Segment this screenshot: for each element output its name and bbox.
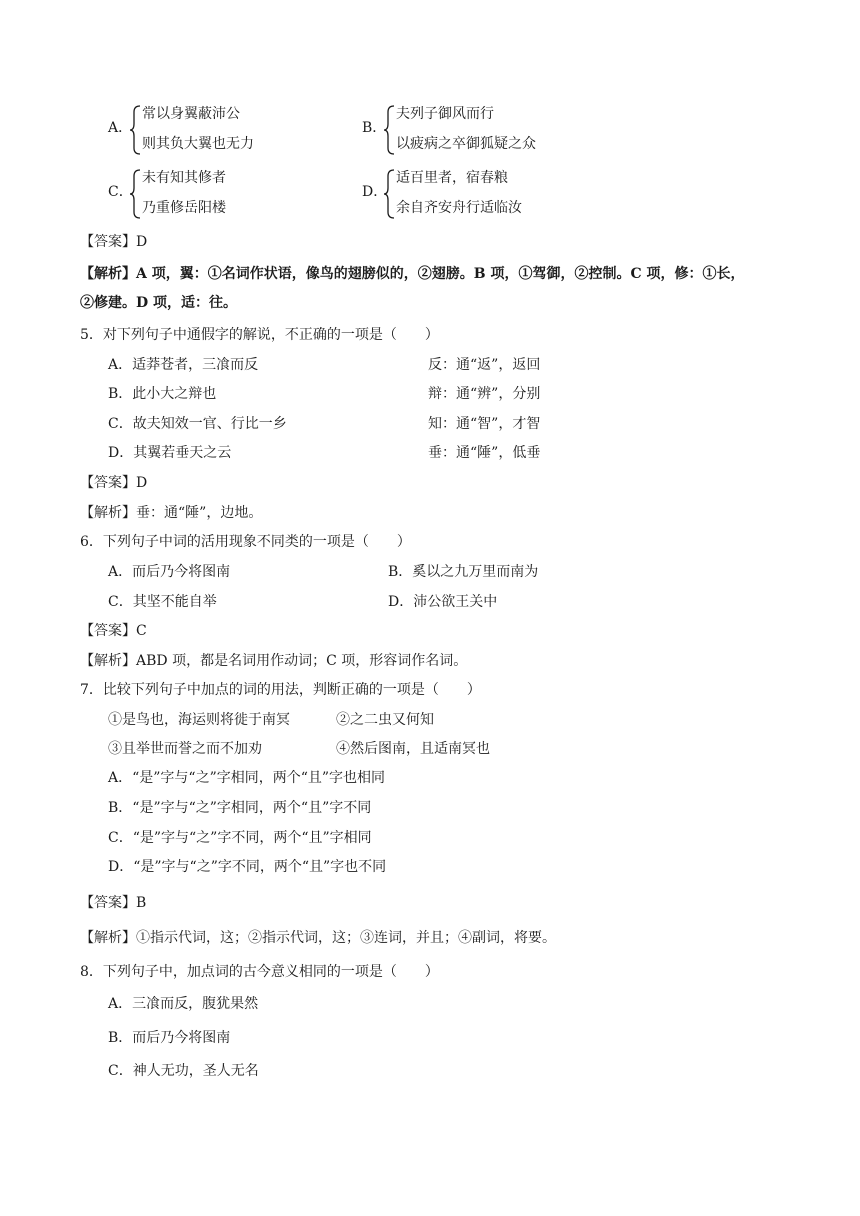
option-letter: B．	[362, 120, 387, 136]
q5-option-c: C．故夫知效一官、行比一乡	[108, 416, 287, 432]
q4-analysis-line-1: 【解析】A 项，翼：①名词作状语，像鸟的翅膀似的，②翅膀。B 项，①驾御，②控制。C 项，修：①长，	[80, 266, 745, 282]
q7-option-b: B．“是”字与“之”字相同，两个“且”字不同	[108, 800, 372, 816]
option-line-2: 余自齐安舟行适临汝	[396, 200, 522, 216]
option-line-1: 未有知其修者	[142, 170, 226, 186]
q6-option-b: B．奚以之九万里而南为	[388, 564, 539, 580]
q6-option-a: A．而后乃今将图南	[108, 564, 231, 580]
option-line-2: 则其负大翼也无力	[142, 136, 254, 152]
q7-stem: 7．比较下列句子中加点的词的用法，判断正确的一项是（ ）	[80, 682, 481, 698]
q7-option-a: A．“是”字与“之”字相同，两个“且”字也相同	[108, 770, 386, 786]
q5-option-d: D．其翼若垂天之云	[108, 445, 232, 461]
q8-option-c: C．神人无功，圣人无名	[108, 1063, 259, 1079]
q6-analysis: 【解析】ABD 项，都是名词用作动词；C 项，形容词作名词。	[80, 653, 468, 669]
brace-icon	[130, 168, 142, 220]
option-line-1: 适百里者，宿春粮	[396, 170, 508, 186]
q7-answer: 【答案】B	[80, 895, 147, 911]
option-line-2: 乃重修岳阳楼	[142, 200, 226, 216]
option-letter: C．	[108, 184, 133, 200]
q5-note-b: 辩：通“辨”，分别	[428, 386, 541, 402]
q7-sentence-4: ④然后图南，且适南冥也	[336, 741, 490, 757]
q6-option-c: C．其坚不能自举	[108, 594, 217, 610]
q5-stem: 5．对下列句子中通假字的解说，不正确的一项是（ ）	[80, 327, 439, 343]
q7-option-c: C．“是”字与“之”字不同，两个“且”字相同	[108, 830, 372, 846]
q5-analysis: 【解析】垂：通“陲”，边地。	[80, 505, 263, 521]
q8-option-b: B．而后乃今将图南	[108, 1030, 231, 1046]
q5-option-a: A．适莽苍者，三飡而反	[108, 357, 259, 373]
q6-option-d: D．沛公欲王关中	[388, 594, 498, 610]
q7-option-d: D．“是”字与“之”字不同，两个“且”字也不同	[108, 859, 387, 875]
option-line-2: 以疲病之卒御狐疑之众	[396, 136, 536, 152]
brace-icon	[130, 104, 142, 156]
q5-answer: 【答案】D	[80, 475, 148, 491]
q6-stem: 6．下列句子中词的活用现象不同类的一项是（ ）	[80, 534, 411, 550]
q7-analysis: 【解析】①指示代词，这；②指示代词，这；③连词，并且；④副词，将要。	[80, 930, 556, 946]
q7-sentence-1: ①是鸟也，海运则将徙于南冥	[108, 712, 290, 728]
option-letter: A．	[108, 120, 133, 136]
q8-option-a: A．三飡而反，腹犹果然	[108, 996, 259, 1012]
q4-analysis-line-2: ②修建。D 项，适：往。	[80, 295, 238, 311]
q7-sentence-3: ③且举世而誉之而不加劝	[108, 741, 262, 757]
q5-note-c: 知：通“智”，才智	[428, 416, 541, 432]
q4-answer: 【答案】D	[80, 234, 148, 250]
q4-option-b	[362, 104, 662, 156]
brace-icon	[384, 168, 396, 220]
q8-stem: 8．下列句子中，加点词的古今意义相同的一项是（ ）	[80, 964, 439, 980]
brace-icon	[384, 104, 396, 156]
q4-option-d	[362, 168, 662, 220]
q5-note-d: 垂：通“陲”，低垂	[428, 445, 541, 461]
q5-option-b: B．此小大之辩也	[108, 386, 217, 402]
option-letter: D．	[362, 184, 388, 200]
option-line-1: 常以身翼蔽沛公	[142, 106, 240, 122]
q7-sentence-2: ②之二虫又何知	[336, 712, 434, 728]
q6-answer: 【答案】C	[80, 623, 147, 639]
option-line-1: 夫列子御风而行	[396, 106, 494, 122]
q5-note-a: 反：通“返”，返回	[428, 357, 541, 373]
